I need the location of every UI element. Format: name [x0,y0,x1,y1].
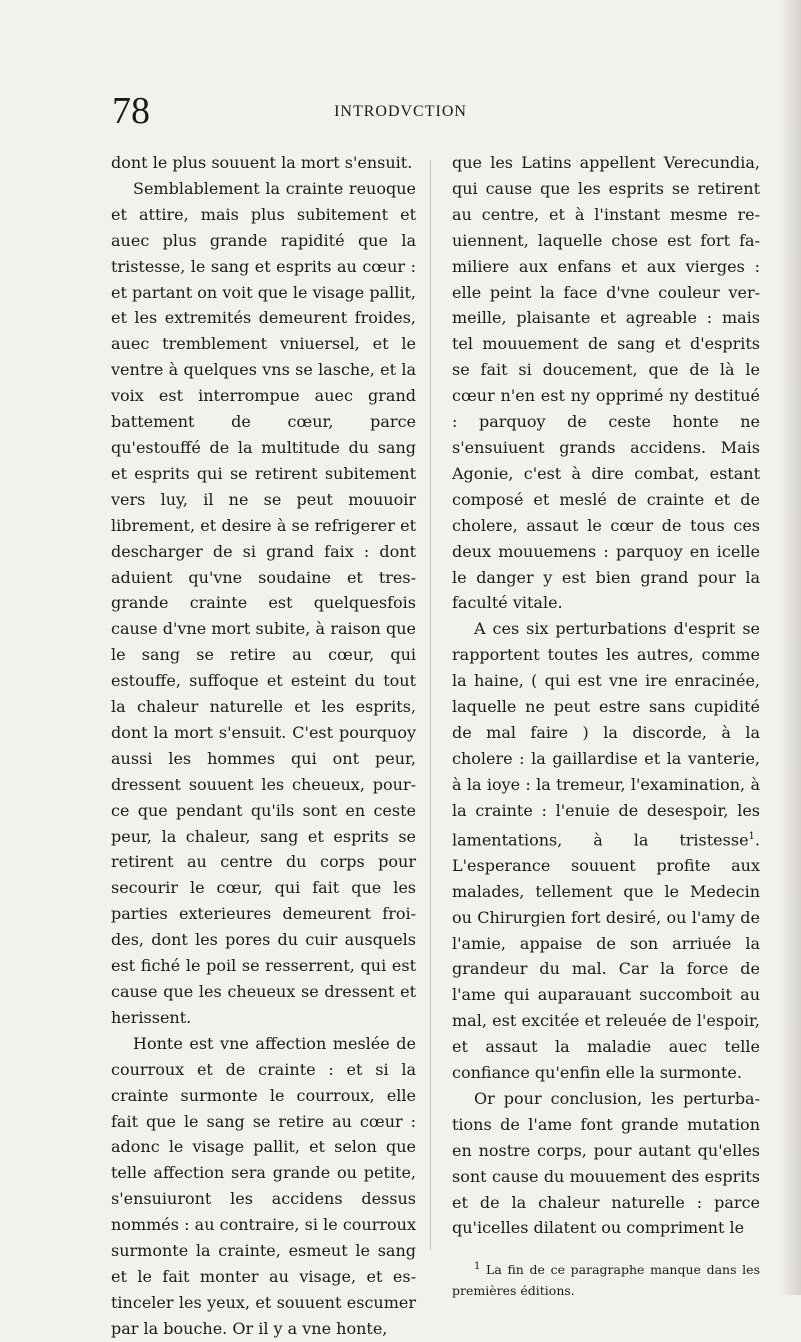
right-column [452,150,760,1301]
page-number: 78 [112,90,150,132]
footnote [452,1257,760,1300]
paragraph: dont le plus souuent la mort s'ensuit. [111,153,413,172]
paragraph-text: . L'esperance souuent profite aux malades, tellement que le Medecin ou Chirurgien fort desiré, ou l'amy de l'amie, appaise de son arriuée la grandeur du mal. Car la force de l'ame qui auparauant succomboit au mal, est excitée et releuée de l'espoir, et assaut la maladie auec telle confiance qu'enfin elle la surmonte. [452,829,760,1083]
footnote-reference: 1 [748,830,755,842]
left-column [111,150,416,1342]
paragraph: Or pour conclusion, les perturbations de l'ame font grande mutation en nostre corps, pour autant qu'elles sont cause du mouuement des esprits et de la chaleur naturelle : parce qu'icelles dilatent ou compriment le [452,1088,760,1238]
paragraph [452,616,760,1086]
footnote-text: La fin de ce paragraphe manque dans les premières éditions. [452,1262,760,1298]
running-head: INTRODVCTION [334,103,467,120]
paragraph: que les Latins appellent Verecundia, qui cause que les esprits se retirent au centre, et à l'instant mesme reuiennent, laquelle chose est fort familiere aux enfans et aux vierges : elle peint la face d'vne couleur vermeille, plaisante et agreable : mais tel mouuement de sang et d'esprits se fait si doucement, que de là le cœur n'en est ny opprimé ny destitué : parquoy de ceste honte ne s'ensuiuent grands accidens. Mais Agonie, c'est à dire combat, estant composé et meslé de crainte et de cholere, assaut le cœur de tous ces deux mouuemens : parquoy en icelle le danger y est bien grand pour la faculté vitale. [452,153,760,613]
footnote-number: 1 [474,1261,481,1273]
paragraph-text: A ces six perturbations d'esprit se rapportent toutes les autres, comme la haine, ( qui est vne ire enracinée, laquelle ne peut estre sans cupidité de mal faire ) la discorde, à la cholere : la gaillardise et la vanterie, à la ioye : la tremeur, l'examination, à la crainte : l'enuie de desespoir, les lamentations, à la tristesse [452,619,760,849]
column-divider [430,160,431,1250]
page-edge-shadow [779,0,801,1295]
paragraph: Semblablement la crainte reuoque et attire, mais plus subitement et auec plus grande rapidité que la tristesse, le sang et esprits au cœur : et partant on voit que le visage pallit, et les extremités demeurent froides, auec tremblement vniuersel, et le ventre à quelques vns se lasche, et la voix est interrompue auec grand battement de cœur, parce qu'estouffé de la multitude du sang et esprits qui se retirent subitement vers luy, il ne se peut mouuoir librement, et desire à se refrigerer et descharger de si grand faix : dont aduient qu'vne soudaine et tres-grande crainte est quelquesfois cause d'vne mort subite, à raison que le sang se retire au cœur, qui estouffe, suffoque et esteint du tout la chaleur naturelle et les esprits, dont la mort s'ensuit. C'est pourquoy aussi les hommes qui ont peur, dressent souuent les cheueux, pource que pendant qu'ils sont en ceste peur, la chaleur, sang et esprits se retirent au centre du corps pour secourir le cœur, qui fait que les parties exterieures demeurent froides, dont les pores du cuir ausquels est fiché le poil se resserrent, qui est cause que les cheueux se dressent et herissent. [111,178,416,1027]
paragraph: Honte est vne affection meslée de courroux et de crainte : et si la crainte surmonte le courroux, elle fait que le sang se retire au cœur : adonc le visage pallit, et selon que telle affection sera grande ou petite, s'ensuiuront les accidens dessus nommés : au contraire, si le courroux surmonte la crainte, esmeut le sang et le fait monter au visage, et estinceler les yeux, et souuent escumer par la bouche. Or il y a vne honte, [111,1033,416,1338]
